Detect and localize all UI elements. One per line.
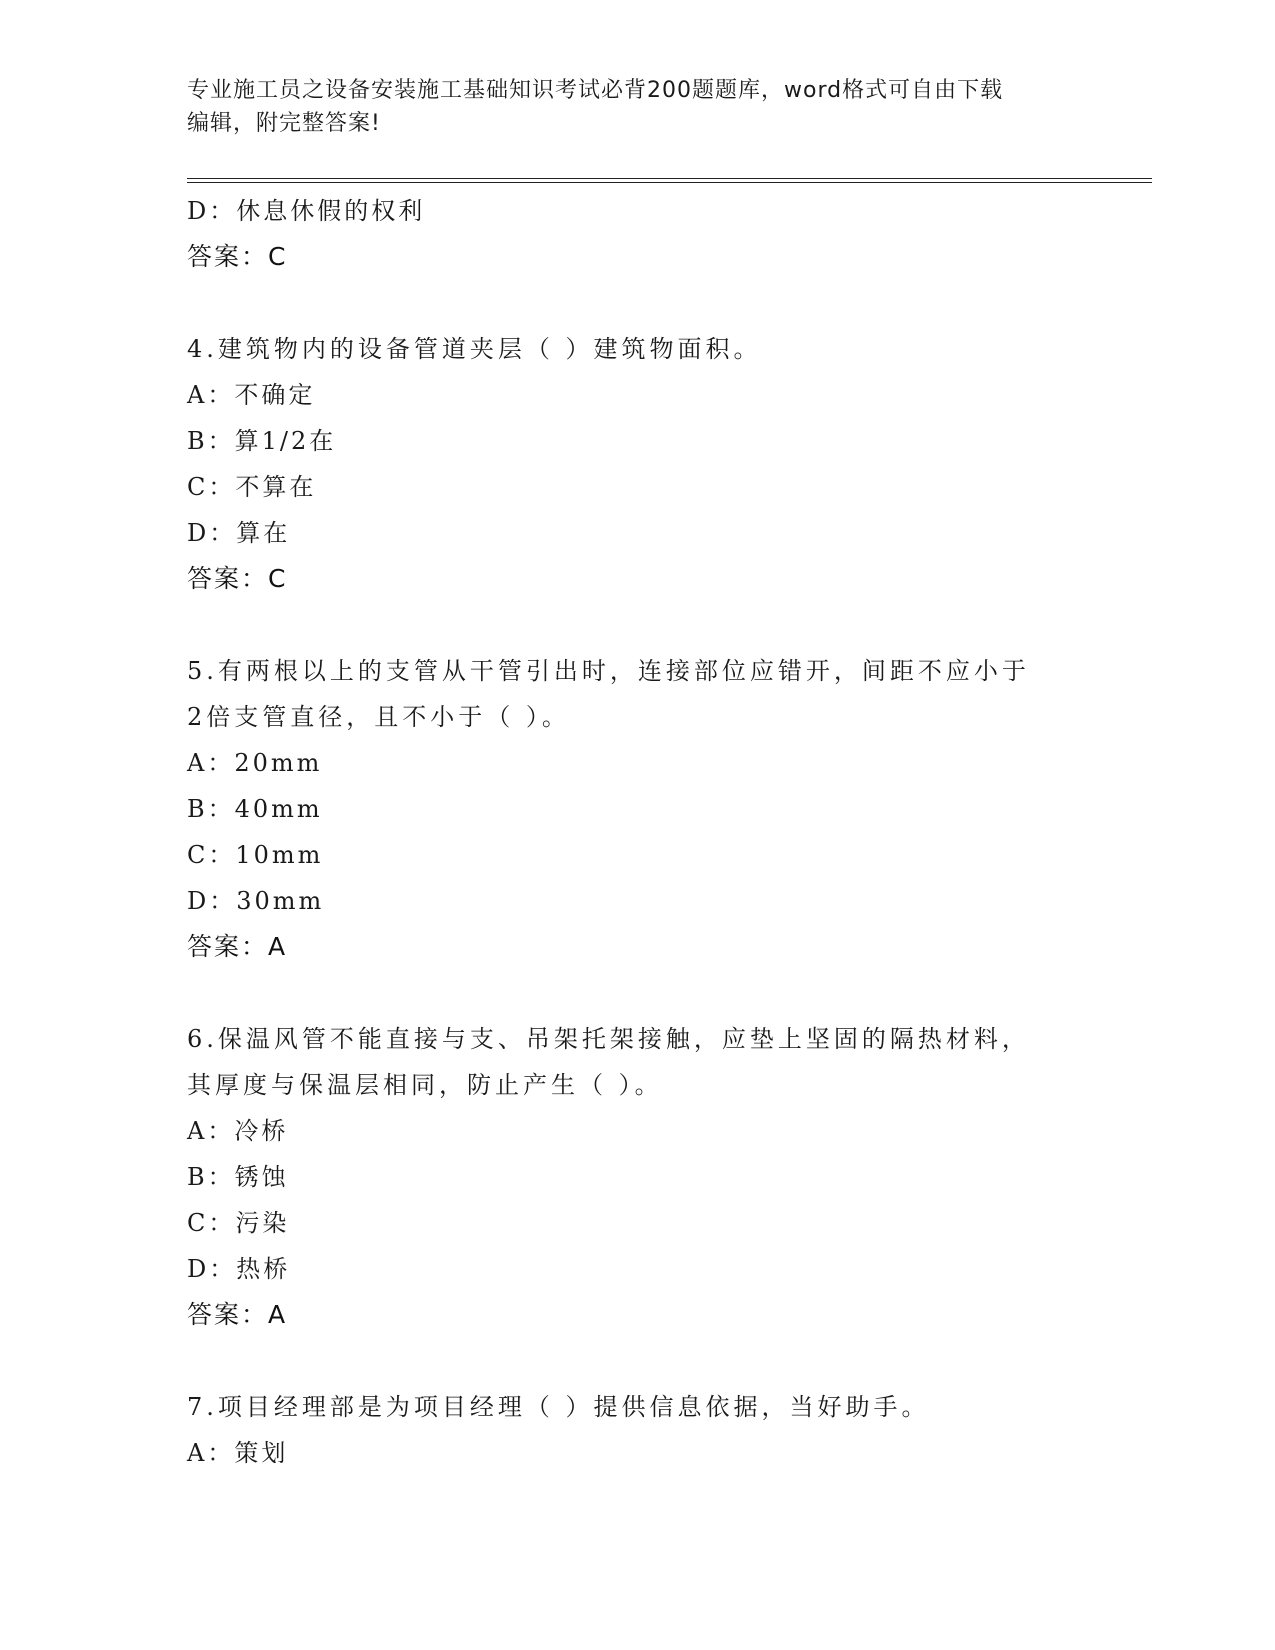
option-c: C：不算在	[187, 473, 317, 501]
spacer	[187, 970, 1147, 1016]
answer: 答案：C	[187, 564, 288, 593]
question-4	[187, 326, 1147, 602]
question-stem-continued: 其厚度与保温层相同，防止产生（ ）。	[187, 1071, 663, 1099]
header-divider-top	[187, 178, 1152, 179]
question-stem: 6.保温风管不能直接与支、吊架托架接触，应垫上坚固的隔热材料，	[187, 1025, 1030, 1053]
question-stem-continued: 2倍支管直径，且不小于（ ）。	[187, 703, 570, 731]
option-c: C：污染	[187, 1209, 290, 1237]
question-stem: 7.项目经理部是为项目经理（ ）提供信息依据，当好助手。	[187, 1393, 930, 1421]
spacer	[187, 280, 1147, 326]
spacer	[187, 1338, 1147, 1384]
header-line-2: 编辑，附完整答案!	[187, 111, 381, 136]
question-7	[187, 1384, 1147, 1476]
question-stem: 4.建筑物内的设备管道夹层（ ）建筑物面积。	[187, 335, 762, 363]
option-b: B：40mm	[187, 795, 323, 823]
option-b: B：算1/2在	[187, 427, 337, 455]
option-a: A：冷桥	[187, 1117, 289, 1145]
answer-continued: 答案：C	[187, 242, 288, 271]
spacer	[187, 602, 1147, 648]
option-a: A：20mm	[187, 749, 323, 777]
option-a: A：不确定	[187, 381, 316, 409]
option-d: D：热桥	[187, 1255, 291, 1283]
option-d: D：算在	[187, 519, 291, 547]
option-b: B：锈蚀	[187, 1163, 289, 1191]
question-list	[187, 188, 1147, 1476]
question-5	[187, 648, 1147, 970]
page-header	[187, 74, 1067, 140]
option-a: A：策划	[187, 1439, 289, 1467]
option-d: D：30mm	[187, 887, 325, 915]
answer: 答案：A	[187, 932, 288, 961]
header-divider-bottom	[187, 182, 1152, 183]
header-line-1: 专业施工员之设备安装施工基础知识考试必背200题题库，word格式可自由下载	[187, 78, 1004, 103]
option-c: C：10mm	[187, 841, 324, 869]
answer: 答案：A	[187, 1300, 288, 1329]
question-6	[187, 1016, 1147, 1338]
question-stem: 5.有两根以上的支管从干管引出时，连接部位应错开，间距不应小于	[187, 657, 1030, 685]
option-d-continued: D：休息休假的权利	[187, 197, 426, 225]
